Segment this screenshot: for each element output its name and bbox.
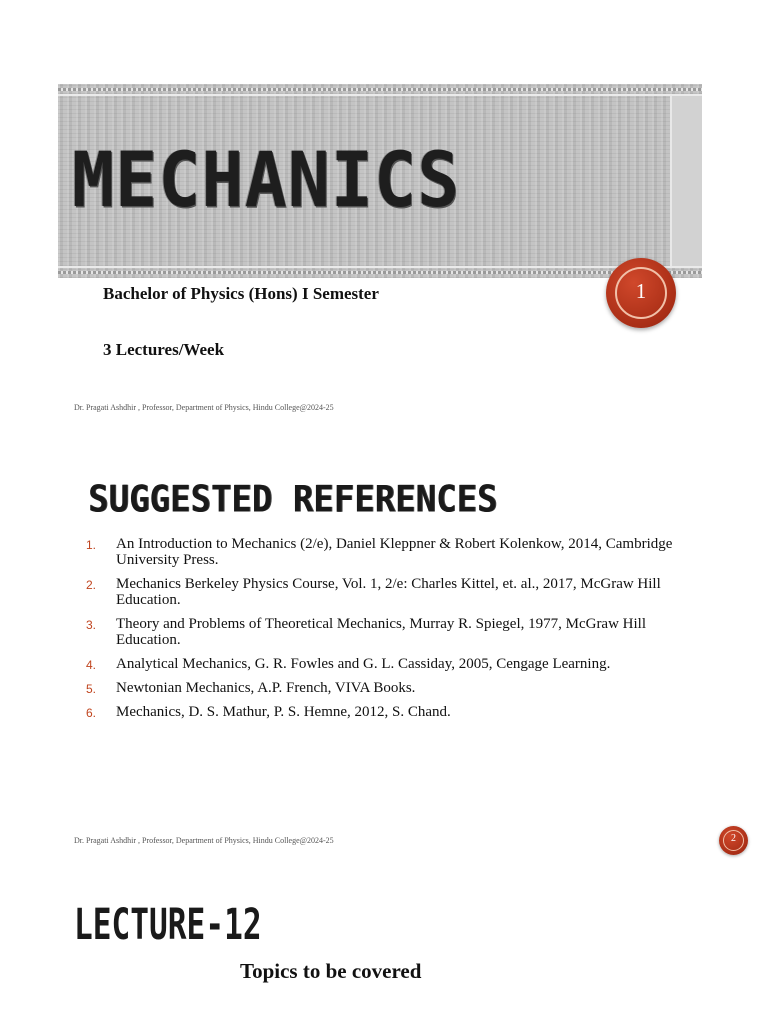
lectures-per-week: 3 Lectures/Week xyxy=(103,340,225,359)
reference-text: Theory and Problems of Theoretical Mechanics, Murray R. Spiegel, 1977, McGraw Hill Education. xyxy=(116,616,647,648)
list-number: 1. xyxy=(86,538,97,552)
slide-number: 2 xyxy=(731,833,736,844)
list-item xyxy=(86,656,676,672)
slide-number-badge xyxy=(606,258,676,328)
list-item xyxy=(86,704,676,720)
banner-side-strip xyxy=(670,96,702,266)
reference-text: Newtonian Mechanics, A.P. French, VIVA Books. xyxy=(116,680,416,696)
lecture-title: LECTURE-12 xyxy=(74,900,262,950)
list-item xyxy=(86,576,676,608)
reference-text: Mechanics Berkeley Physics Course, Vol. 1, 2/e: Charles Kittel, et. al., 2017, McGraw Hill Education. xyxy=(116,576,661,608)
banner-bottom-stripe xyxy=(58,271,702,274)
list-number: 3. xyxy=(86,618,97,632)
list-number: 5. xyxy=(86,682,97,696)
slide-footer: Dr. Pragati Ashdhir , Professor, Department of Physics, Hindu College@2024-25 xyxy=(74,836,334,845)
slide-number-badge xyxy=(719,826,748,855)
banner-top-stripe xyxy=(58,88,702,91)
list-item xyxy=(86,616,676,648)
slide-footer: Dr. Pragati Ashdhir , Professor, Department of Physics, Hindu College@2024-25 xyxy=(74,403,334,412)
list-number: 2. xyxy=(86,578,97,592)
reference-text: Mechanics, D. S. Mathur, P. S. Hemne, 2012, S. Chand. xyxy=(116,704,451,720)
list-item xyxy=(86,536,676,568)
topics-heading: Topics to be covered xyxy=(240,959,422,983)
banner-top-gap xyxy=(58,94,702,96)
list-item xyxy=(86,680,676,696)
reference-list xyxy=(86,536,676,728)
reference-text: Analytical Mechanics, G. R. Fowles and G. L. Cassiday, 2005, Cengage Learning. xyxy=(116,656,611,672)
reference-text: An Introduction to Mechanics (2/e), Daniel Kleppner & Robert Kolenkow, 2014, Cambridge University Press. xyxy=(116,536,673,568)
list-number: 4. xyxy=(86,658,97,672)
banner-bottom-gap xyxy=(58,266,702,268)
list-number: 6. xyxy=(86,706,97,720)
slide-1 xyxy=(0,0,768,430)
slide-number: 1 xyxy=(635,279,647,303)
title-banner xyxy=(58,84,702,278)
slide-title: MECHANICS xyxy=(72,136,461,225)
references-title: SUGGESTED REFERENCES xyxy=(88,478,498,522)
course-subtitle: Bachelor of Physics (Hons) I Semester xyxy=(103,284,379,303)
